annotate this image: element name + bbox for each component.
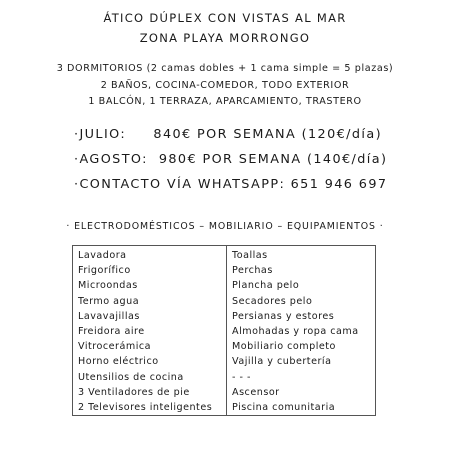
- table-row: [73, 263, 376, 278]
- appliance-cell: Lavavajillas: [73, 309, 227, 324]
- amenity-cell: Vajilla y cubertería: [232, 356, 332, 368]
- table-row: [73, 385, 376, 400]
- price-august: ·AGOSTO: 980€ POR SEMANA (140€/día): [74, 152, 388, 167]
- amenity-cell: Almohadas y ropa cama: [232, 326, 359, 338]
- appliance-cell: Frigorífico: [73, 263, 227, 278]
- title-line-1: ÁTICO DÚPLEX CON VISTAS AL MAR: [103, 11, 347, 25]
- amenity-cell: - - -: [232, 371, 251, 383]
- amenity-cell: Perchas: [232, 265, 273, 277]
- amenity-cell: Toallas: [232, 250, 268, 261]
- table-row: [73, 309, 376, 324]
- equipment-table: [72, 245, 376, 416]
- appliance-cell: Lavadora: [73, 246, 227, 264]
- table-row: [73, 339, 376, 354]
- appliance-cell: 2 Televisores inteligentes: [73, 400, 227, 416]
- table-row: [73, 370, 376, 385]
- amenity-cell: Persianas y estores: [232, 310, 335, 322]
- amenity-cell: Ascensor: [232, 386, 280, 398]
- table-row: [73, 294, 376, 309]
- appliance-cell: Utensilios de cocina: [73, 370, 227, 385]
- amenity-cell: Secadores pelo: [232, 295, 313, 307]
- appliance-cell: Termo agua: [73, 294, 227, 309]
- appliance-cell: Freidora aire: [73, 324, 227, 339]
- spec-extras: 1 BALCÓN, 1 TERRAZA, APARCAMIENTO, TRASTERO: [88, 96, 362, 107]
- spec-bathrooms: 2 BAÑOS, COCINA-COMEDOR, TODO EXTERIOR: [100, 80, 350, 91]
- appliance-cell: Vitrocerámica: [73, 339, 227, 354]
- table-row: [73, 324, 376, 339]
- amenity-cell: Plancha pelo: [232, 280, 300, 292]
- contact-whatsapp: ·CONTACTO VÍA WHATSAPP: 651 946 697: [74, 177, 388, 192]
- table-row: [73, 246, 376, 264]
- appliance-cell: Microondas: [73, 278, 227, 293]
- amenity-cell: Mobiliario completo: [232, 341, 336, 353]
- spec-bedrooms: 3 DORMITORIOS (2 camas dobles + 1 cama simple = 5 plazas): [56, 63, 394, 74]
- title-line-2: ZONA PLAYA MORRONGO: [139, 31, 311, 45]
- appliance-cell: 3 Ventiladores de pie: [73, 385, 227, 400]
- equipment-heading: · ELECTRODOMÉSTICOS – MOBILIARIO – EQUIPAMIENTOS ·: [66, 221, 384, 232]
- table-row: [73, 354, 376, 369]
- table-row: [73, 278, 376, 293]
- price-july: ·JULIO: 840€ POR SEMANA (120€/día): [74, 127, 382, 142]
- appliance-cell: Horno eléctrico: [73, 354, 227, 369]
- table-row: [73, 400, 376, 416]
- amenity-cell: Piscina comunitaria: [232, 402, 336, 414]
